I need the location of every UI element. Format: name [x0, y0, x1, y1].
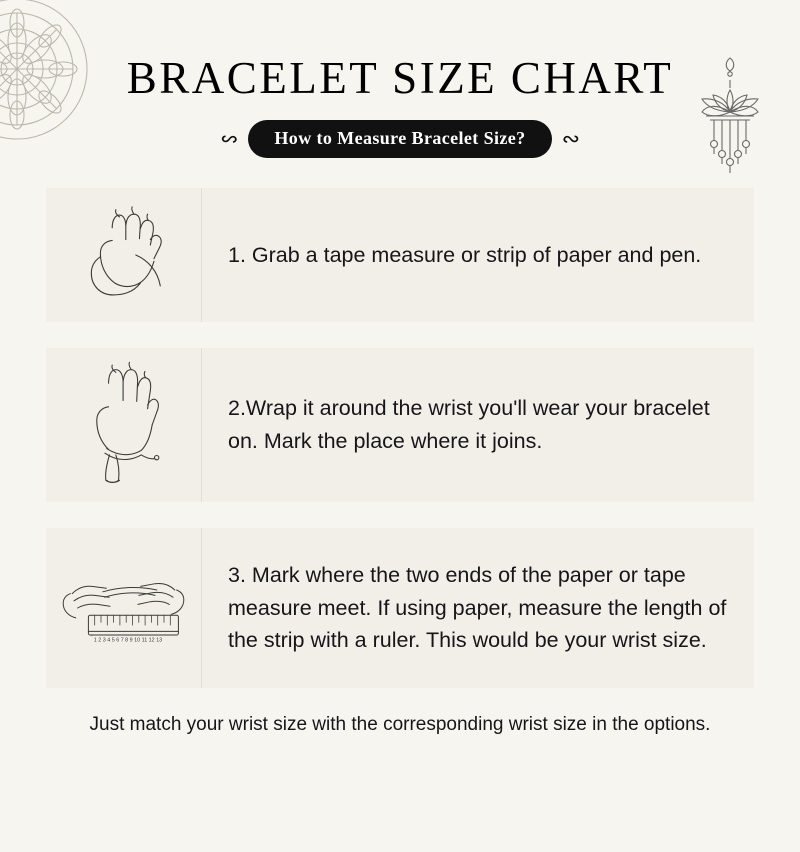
list-item	[46, 528, 754, 688]
step-text: 3. Mark where the two ends of the paper or tape measure meet. If using paper, measure the length of the strip with a ruler. This would be your wrist size.	[228, 562, 727, 653]
swirl-flourish-right-icon: ∾	[561, 126, 581, 151]
swirl-flourish-left-icon: ∾	[219, 126, 239, 151]
subtitle-badge: How to Measure Bracelet Size?	[248, 120, 551, 158]
list-item	[46, 188, 754, 322]
hand-with-tape-wrapped-around-wrist-illustration	[46, 348, 202, 502]
svg-text:1 2 3 4 5 6 7 8 9 10 11 12 13: 1 2 3 4 5 6 7 8 9 10 11 12 13	[93, 637, 163, 644]
step-text: 1. Grab a tape measure or strip of paper and pen.	[228, 242, 702, 267]
steps-list	[0, 188, 800, 688]
hand-fist-with-tape-illustration	[46, 188, 202, 322]
page-title: BRACELET SIZE CHART	[126, 53, 674, 103]
footer-note: Just match your wrist size with the corresponding wrist size in the options.	[89, 714, 711, 735]
hands-measuring-strip-with-ruler-illustration	[46, 528, 202, 688]
list-item	[46, 348, 754, 502]
subtitle-row	[0, 120, 800, 158]
step-text: 2.Wrap it around the wrist you'll wear your bracelet on. Mark the place where it joins.	[228, 396, 710, 453]
